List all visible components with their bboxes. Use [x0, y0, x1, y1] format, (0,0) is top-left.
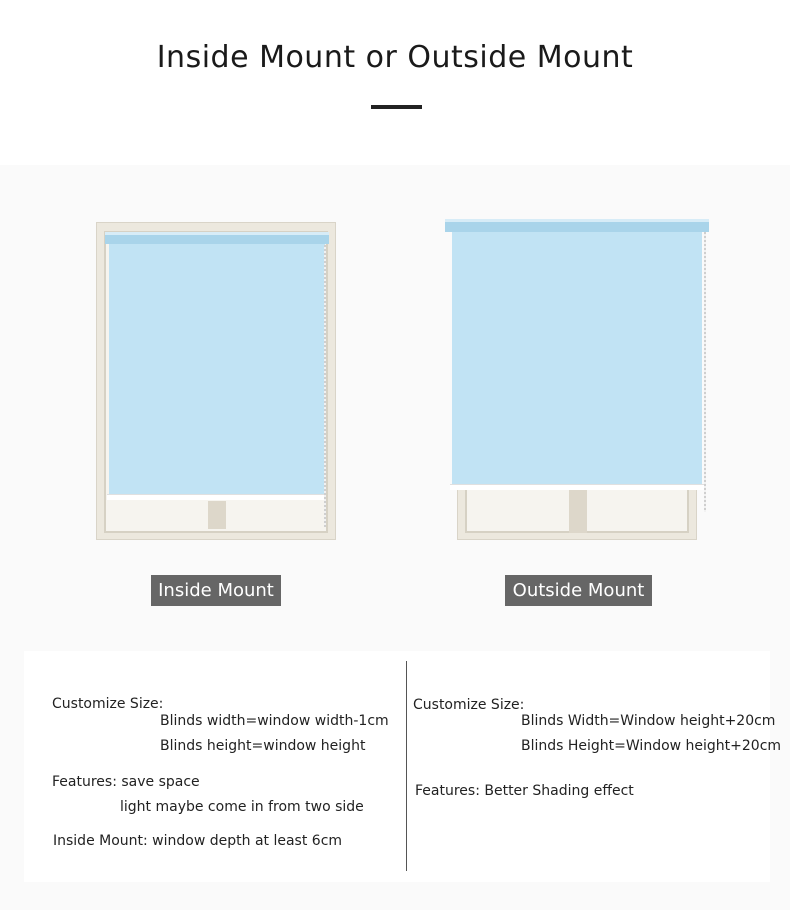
inside-height-rule: Blinds height=window height — [160, 738, 366, 754]
title-underline — [371, 105, 422, 109]
window-mullion — [208, 501, 226, 529]
outside-customize-heading: Customize Size: — [413, 697, 525, 713]
blind-roller-rail — [105, 232, 329, 244]
inside-depth-note: Inside Mount: window depth at least 6cm — [53, 833, 343, 849]
blind-fabric — [452, 232, 702, 484]
inside-features-detail: light maybe come in from two side — [120, 799, 364, 815]
outside-height-rule: Blinds Height=Window height+20cm — [521, 738, 782, 754]
inside-customize-heading: Customize Size: — [52, 696, 164, 712]
outside-features: Features: Better Shading effect — [415, 783, 634, 799]
inside-features: Features: save space — [52, 774, 200, 790]
blind-roller-rail — [445, 219, 709, 232]
blind-bottom-bar — [107, 494, 325, 500]
blind-fabric — [109, 244, 325, 494]
pull-chain — [704, 232, 706, 512]
outside-width-rule: Blinds Width=Window height+20cm — [521, 713, 776, 729]
page-title: Inside Mount or Outside Mount — [156, 40, 634, 75]
outside-mount-label: Outside Mount — [505, 575, 652, 606]
inside-width-rule: Blinds width=window width-1cm — [160, 713, 389, 729]
inside-mount-label: Inside Mount — [151, 575, 281, 606]
blind-bottom-bar — [450, 484, 704, 490]
column-divider — [406, 661, 407, 871]
pull-chain — [324, 245, 326, 527]
inside-mount-illustration — [96, 222, 336, 540]
window-mullion — [569, 487, 587, 533]
